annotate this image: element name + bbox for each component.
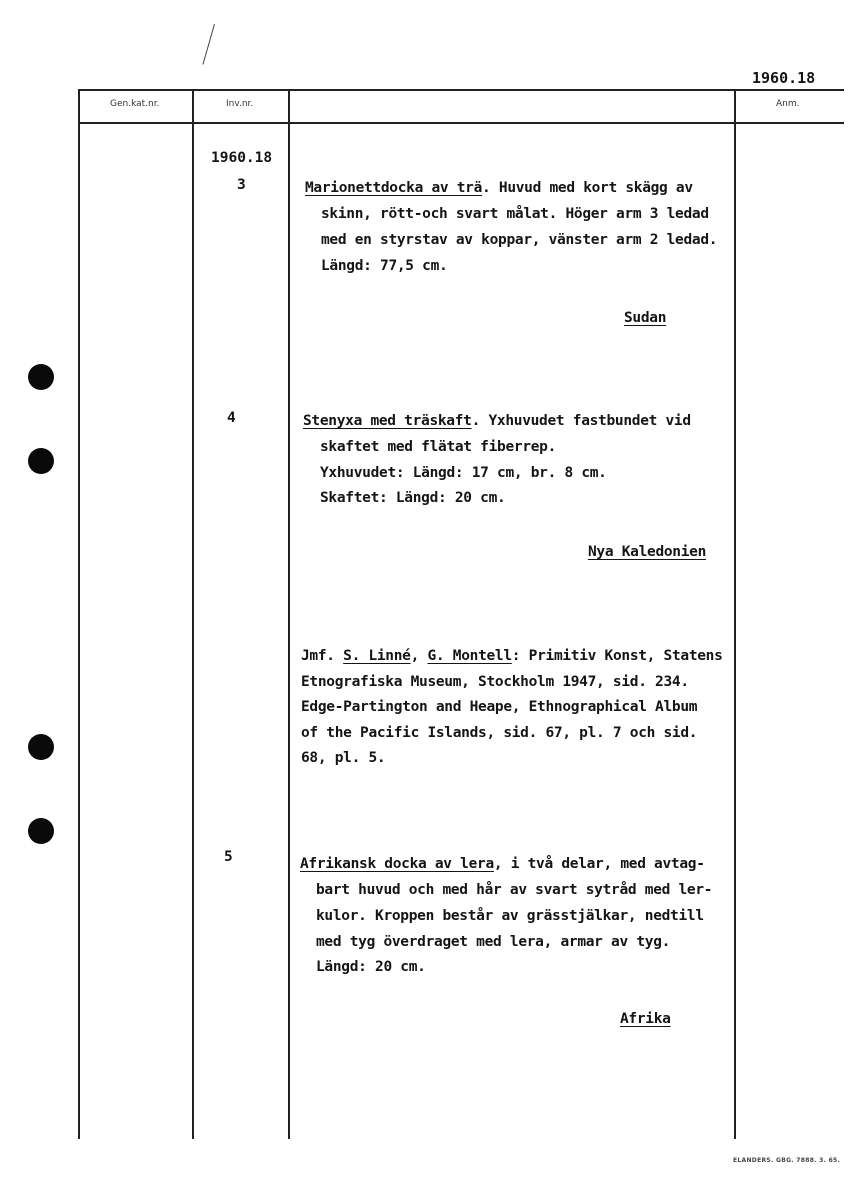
reference-text: : Primitiv Konst, Statens	[511, 648, 723, 664]
entry-origin: Afrika	[620, 1011, 671, 1027]
inv-number: 4	[227, 410, 236, 426]
printer-mark: ELANDERS. GBG. 7888. 3. 65.	[733, 1157, 841, 1164]
binder-hole	[28, 818, 54, 844]
reference-line: of the Pacific Islands, sid. 67, pl. 7 och sid.	[301, 725, 698, 741]
entry-first-line	[300, 856, 705, 872]
column-header-inv: Inv.nr.	[226, 99, 254, 109]
reference-sep: ,	[410, 648, 428, 664]
entry-text: , i två delar, med avtag-	[493, 856, 705, 872]
entry-line: Yxhuvudet: Längd: 17 cm, br. 8 cm.	[320, 465, 607, 481]
column-rule	[734, 89, 736, 1139]
entry-line: skaftet med flätat fiberrep.	[320, 439, 557, 455]
column-header-anm: Anm.	[776, 99, 800, 109]
entry-line: bart huvud och med hår av svart sytråd med ler-	[316, 882, 713, 898]
column-rule	[192, 89, 194, 1139]
entry-origin: Nya Kaledonien	[588, 544, 707, 560]
entry-first-line	[305, 180, 693, 196]
reference-author: S. Linné	[343, 648, 411, 664]
entry-line: kulor. Kroppen består av grässtjälkar, nedtill	[316, 908, 704, 924]
entry-line: med tyg överdraget med lera, armar av tyg.	[316, 934, 671, 950]
reference-first-line	[301, 648, 723, 664]
entry-line: Längd: 20 cm.	[316, 959, 426, 975]
reference-line: Edge-Partington and Heape, Ethnographical Album	[301, 699, 698, 715]
reference-author: G. Montell	[427, 648, 512, 664]
inv-number: 3	[237, 177, 246, 193]
inv-number: 5	[224, 849, 233, 865]
reference-line: 68, pl. 5.	[301, 750, 386, 766]
entry-origin: Sudan	[624, 310, 667, 326]
entry-line: skinn, rött-och svart målat. Höger arm 3 ledad	[321, 206, 709, 222]
entry-line: Längd: 77,5 cm.	[321, 258, 448, 274]
group-number: 1960.18	[211, 150, 273, 166]
entry-title: Afrikansk docka av lera	[300, 856, 494, 872]
column-rule	[288, 89, 290, 1139]
entry-text: . Huvud med kort skägg av	[482, 180, 693, 196]
column-rule	[78, 89, 80, 1139]
column-header-gen-kat: Gen.kat.nr.	[110, 99, 160, 109]
reference-line: Etnografiska Museum, Stockholm 1947, sid. 234.	[301, 674, 689, 690]
entry-title: Stenyxa med träskaft	[303, 413, 472, 429]
binder-hole	[28, 364, 54, 390]
entry-line: Skaftet: Längd: 20 cm.	[320, 490, 506, 506]
entry-text: . Yxhuvudet fastbundet vid	[471, 413, 691, 429]
pen-mark	[202, 24, 215, 65]
entry-first-line	[303, 413, 691, 429]
binder-hole	[28, 448, 54, 474]
reference-prefix: Jmf.	[301, 648, 344, 664]
document-number: 1960.18	[752, 69, 816, 87]
binder-hole	[28, 734, 54, 760]
entry-line: med en styrstav av koppar, vänster arm 2 ledad.	[321, 232, 718, 248]
entry-title: Marionettdocka av trä	[305, 180, 483, 196]
